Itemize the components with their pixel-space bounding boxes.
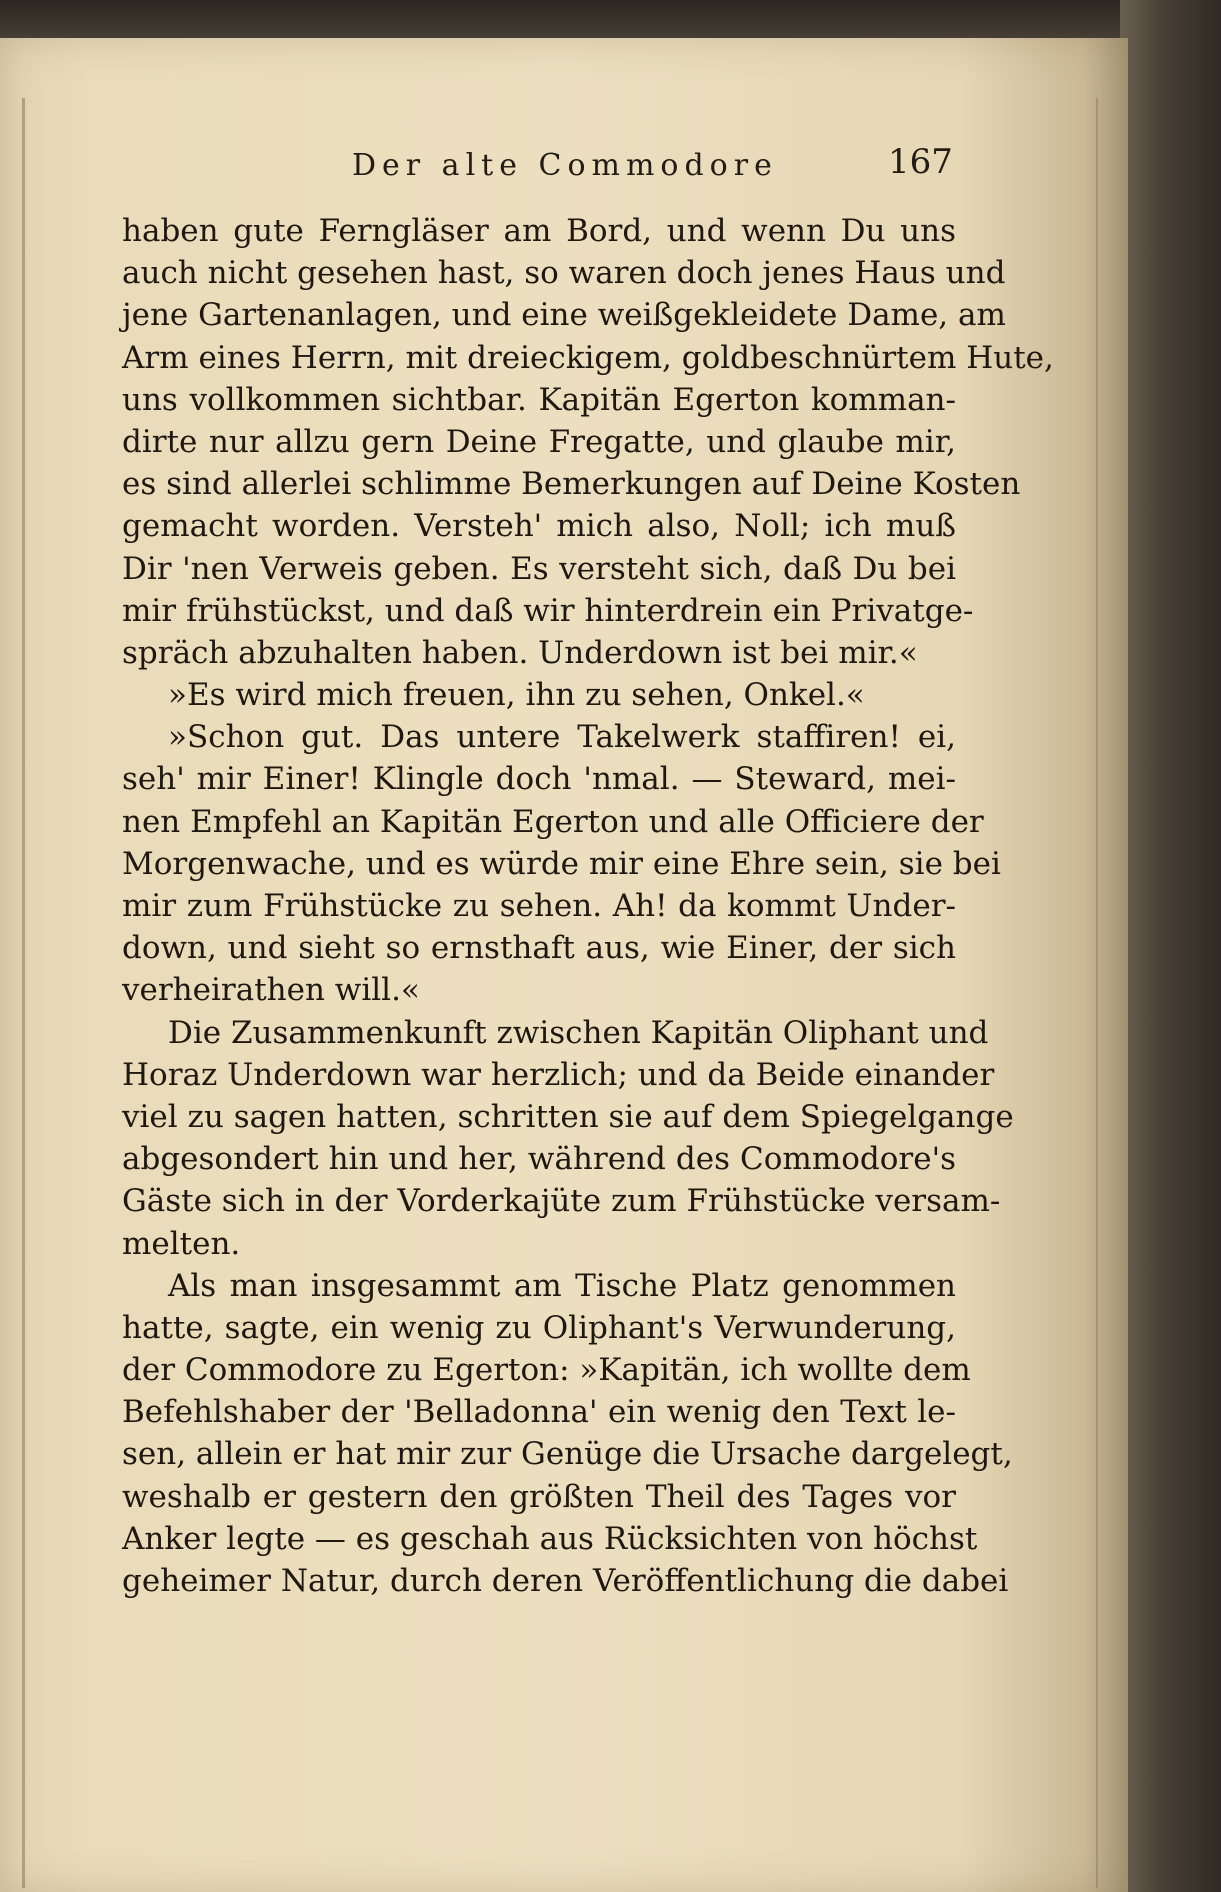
text-line: hatte, sagte, ein wenig zu Oliphant's Verwunderung, <box>122 1309 956 1346</box>
text-line: Anker legte — es geschah aus Rücksichten von höchst <box>122 1520 978 1557</box>
text-line: es sind allerlei schlimme Bemerkungen auf Deine Kosten <box>122 466 1021 503</box>
running-head: Der alte Commodore <box>352 148 778 183</box>
text-line: uns vollkommen sichtbar. Kapitän Egerton komman- <box>122 381 956 418</box>
text-line: gemacht worden. Versteh' mich also, Noll; ich muß <box>122 508 956 545</box>
page-number: 167 <box>888 142 953 182</box>
text-line: Befehlshaber der 'Belladonna' ein wenig den Text le- <box>122 1394 956 1431</box>
text-line: haben gute Ferngläser am Bord, und wenn Du uns <box>122 213 956 249</box>
text-line: nen Empfehl an Kapitän Egerton und alle Officiere der <box>122 803 984 840</box>
text-line: spräch abzuhalten haben. Underdown ist bei mir.« <box>122 634 918 671</box>
text-line: seh' mir Einer! Klingle doch 'nmal. — Steward, mei- <box>122 761 956 798</box>
text-line: »Es wird mich freuen, ihn zu sehen, Onkel.« <box>168 677 865 714</box>
text-line: Gäste sich in der Vorderkajüte zum Frühstücke versam- <box>122 1183 1001 1220</box>
text-line: dirte nur allzu gern Deine Fregatte, und glaube mir, <box>122 423 956 460</box>
body-text <box>122 210 1054 1602</box>
text-line: Arm eines Herrn, mit dreieckigem, goldbeschnürtem Hute, <box>122 339 1054 376</box>
page-gutter-rule <box>22 98 25 1888</box>
page-edge-rule <box>1096 98 1098 1888</box>
text-line: Horaz Underdown war herzlich; und da Beide einander <box>122 1056 995 1093</box>
text-line: Als man insgesammt am Tische Platz genommen <box>168 1267 956 1304</box>
text-line: mir frühstückst, und daß wir hinterdrein ein Privatge- <box>122 592 974 629</box>
text-line: sen, allein er hat mir zur Genüge die Ursache dargelegt, <box>122 1436 1013 1473</box>
text-line: down, und sieht so ernsthaft aus, wie Einer, der sich <box>122 930 956 967</box>
text-line: melten. <box>122 1225 241 1262</box>
text-line: mir zum Frühstücke zu sehen. Ah! da kommt Under- <box>122 888 956 924</box>
text-line: der Commodore zu Egerton: »Kapitän, ich wollte dem <box>122 1352 971 1389</box>
text-line: abgesondert hin und her, während des Commodore's <box>122 1141 956 1178</box>
text-line: »Schon gut. Das untere Takelwerk staffiren! ei, <box>168 719 956 756</box>
text-line: Dir 'nen Verweis geben. Es versteht sich, daß Du bei <box>122 550 956 587</box>
text-line: verheirathen will.« <box>122 972 420 1009</box>
text-line: geheimer Natur, durch deren Veröffentlichung die dabei <box>122 1563 1009 1599</box>
book-cover-right-edge <box>1120 0 1221 1892</box>
text-line: Morgenwache, und es würde mir eine Ehre sein, sie bei <box>122 845 1001 882</box>
text-line: weshalb er gestern den größten Theil des Tages vor <box>122 1478 956 1515</box>
text-line: auch nicht gesehen hast, so waren doch jenes Haus und <box>122 255 1006 292</box>
text-line: jene Gartenanlagen, und eine weißgekleidete Dame, am <box>122 297 1006 334</box>
text-line: Die Zusammenkunft zwischen Kapitän Oliphant und <box>168 1014 989 1051</box>
text-line: viel zu sagen hatten, schritten sie auf dem Spiegelgange <box>122 1098 1014 1135</box>
